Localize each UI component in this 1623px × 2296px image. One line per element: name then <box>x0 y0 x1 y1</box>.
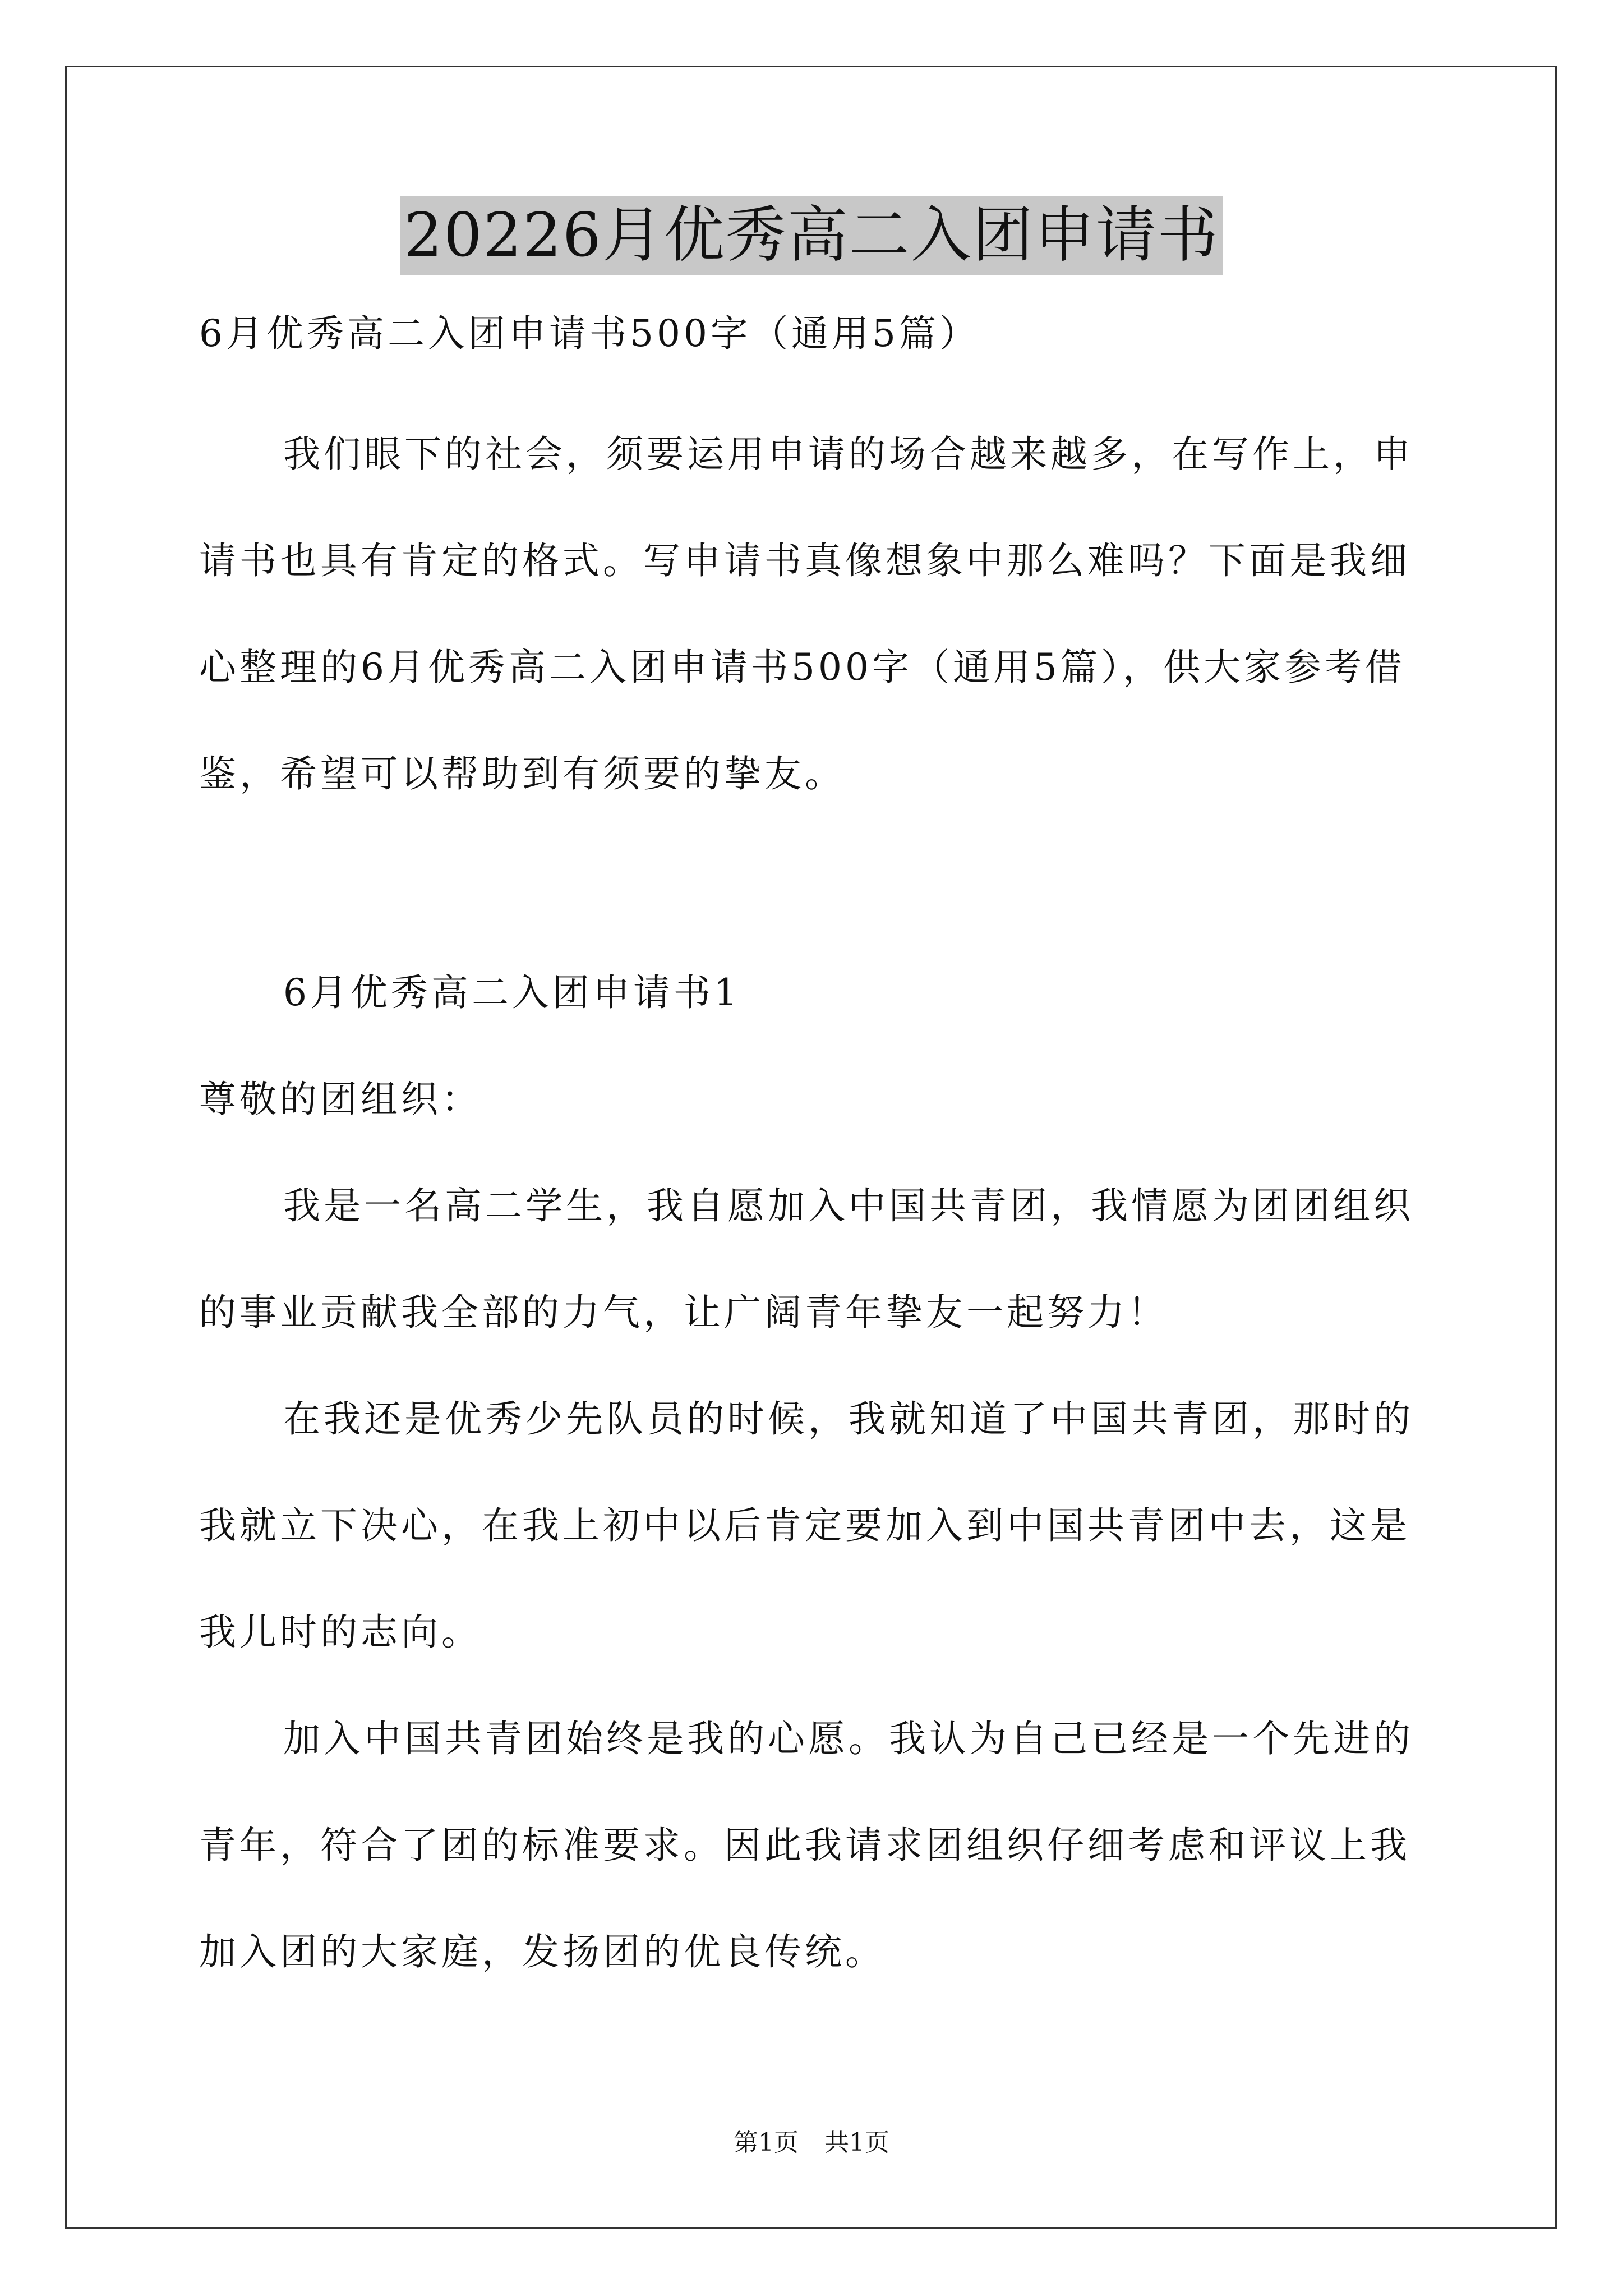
page-footer <box>0 2126 1623 2160</box>
intro-line-2: 请书也具有肯定的格式。写申请书真像想象中那么难吗？下面是我细 <box>199 539 1410 582</box>
para1-line-2: 的事业贡献我全部的力气，让广阔青年挚友一起努力！ <box>199 1291 1168 1334</box>
para1-line-1: 我是一名高二学生，我自愿加入中国共青团，我情愿为团团组织 <box>283 1184 1414 1227</box>
document-title: 20226月优秀高二入团申请书 <box>400 196 1223 275</box>
para2-line-1: 在我还是优秀少先队员的时候，我就知道了中国共青团，那时的 <box>283 1397 1414 1441</box>
intro-line-1: 我们眼下的社会，须要运用申请的场合越来越多，在写作上，申 <box>283 432 1414 476</box>
page-number-current: 第1页 <box>734 2128 799 2157</box>
para2-line-2: 我就立下决心，在我上初中以后肯定要加入到中国共青团中去，这是 <box>199 1504 1410 1547</box>
para2-line-3: 我儿时的志向。 <box>199 1611 482 1654</box>
intro-line-3: 心整理的6月优秀高二入团申请书500字（通用5篇），供大家参考借 <box>199 646 1405 689</box>
para3-line-2: 青年，符合了团的标准要求。因此我请求团组织仔细考虑和评议上我 <box>199 1824 1410 1867</box>
salutation: 尊敬的团组织： <box>199 1078 482 1121</box>
section-heading: 6月优秀高二入团申请书1 <box>283 971 741 1014</box>
para3-line-1: 加入中国共青团始终是我的心愿。我认为自己已经是一个先进的 <box>283 1717 1414 1760</box>
title-wrap <box>0 196 1623 275</box>
document-subtitle: 6月优秀高二入团申请书500字（通用5篇） <box>199 312 980 355</box>
intro-line-4: 鉴，希望可以帮助到有须要的挚友。 <box>199 752 845 795</box>
page-number-total: 共1页 <box>824 2128 889 2157</box>
para3-line-3: 加入团的大家庭，发扬团的优良传统。 <box>199 1930 886 1973</box>
page-border <box>65 66 1557 2229</box>
